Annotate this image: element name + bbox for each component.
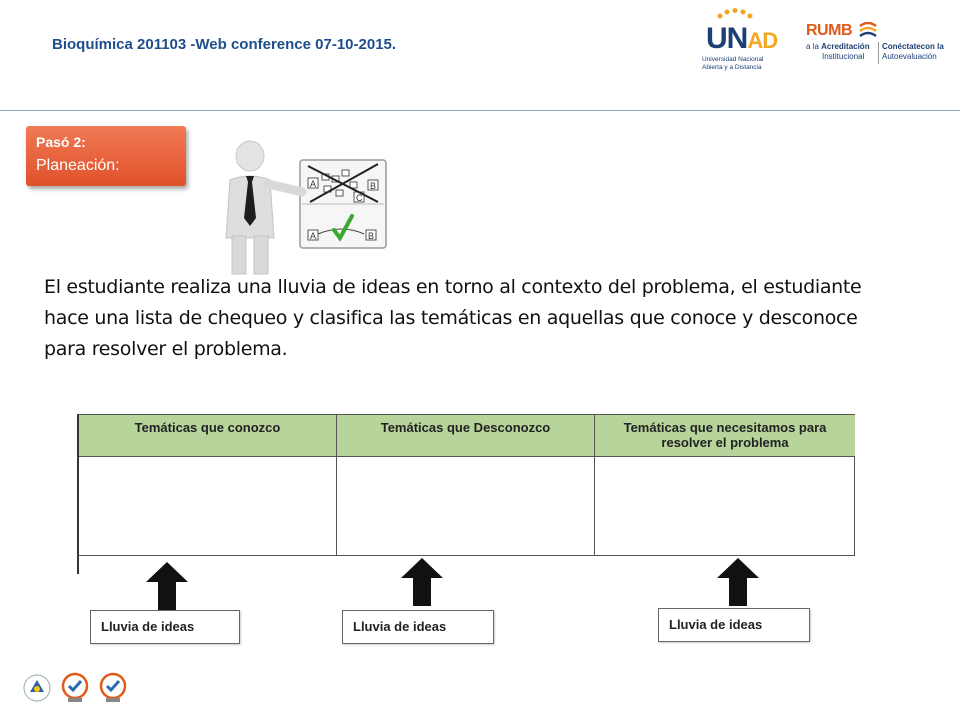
table-cell-unknown — [337, 457, 595, 555]
sgs-certification-icon — [60, 672, 90, 704]
ideas-box-needed: Lluvia de ideas — [658, 608, 810, 642]
table-header-unknown: Temáticas que Desconozco — [337, 415, 595, 457]
rumbo-swoosh-icon — [858, 22, 878, 40]
step-number: Pasó 2: — [36, 134, 86, 150]
svg-text:A: A — [310, 231, 317, 241]
arrow-up-icon — [717, 558, 759, 606]
header-title: Bioquímica 201103 -Web conference 07-10-2015. — [52, 36, 397, 53]
table-edge — [77, 556, 79, 574]
step-badge — [26, 126, 186, 186]
rumbo-line-1: a la Acreditación — [806, 42, 870, 51]
presenter-illustration-icon — [210, 118, 400, 278]
unad-logo — [700, 8, 780, 72]
colombia-seal-icon — [22, 672, 52, 704]
header-divider — [0, 110, 960, 111]
unad-wordmark: UNAD — [706, 22, 778, 55]
step-title: Planeación: — [36, 157, 120, 174]
rumbo-line-2: Institucional — [822, 52, 865, 61]
table-header-needed: Temáticas que necesitamos para resolver el problema — [595, 415, 855, 457]
svg-text:B: B — [368, 231, 375, 241]
topics-table — [77, 414, 855, 556]
unad-subtitle-1: Universidad Nacional — [702, 56, 764, 63]
rumbo-right-line-2: Autoevaluación — [882, 52, 937, 61]
svg-text:B: B — [370, 181, 377, 191]
ideas-box-unknown: Lluvia de ideas — [342, 610, 494, 644]
rumbo-wordmark: RUMB — [806, 22, 852, 39]
rumbo-right-line-1: Conéctatecon la — [882, 42, 944, 51]
rumbo-logo — [806, 22, 956, 68]
arrow-up-icon — [401, 558, 443, 606]
rumbo-separator — [878, 42, 879, 64]
table-cell-needed — [595, 457, 855, 555]
step-description: El estudiante realiza una lluvia de ideas en torno al contexto del problema, el estudiante hace una lista de chequeo y clasifica las temáticas en aquellas que conoce y desconoce para resolver el problema. — [44, 276, 862, 360]
ideas-box-known: Lluvia de ideas — [90, 610, 240, 644]
table-cell-known — [79, 457, 337, 555]
sgs-certification-icon — [98, 672, 128, 704]
svg-text:A: A — [310, 179, 317, 189]
table-header-known: Temáticas que conozco — [79, 415, 337, 457]
unad-subtitle-2: Abierta y a Distancia — [702, 64, 762, 71]
svg-text:C: C — [356, 193, 363, 203]
arrow-up-icon — [146, 562, 188, 610]
